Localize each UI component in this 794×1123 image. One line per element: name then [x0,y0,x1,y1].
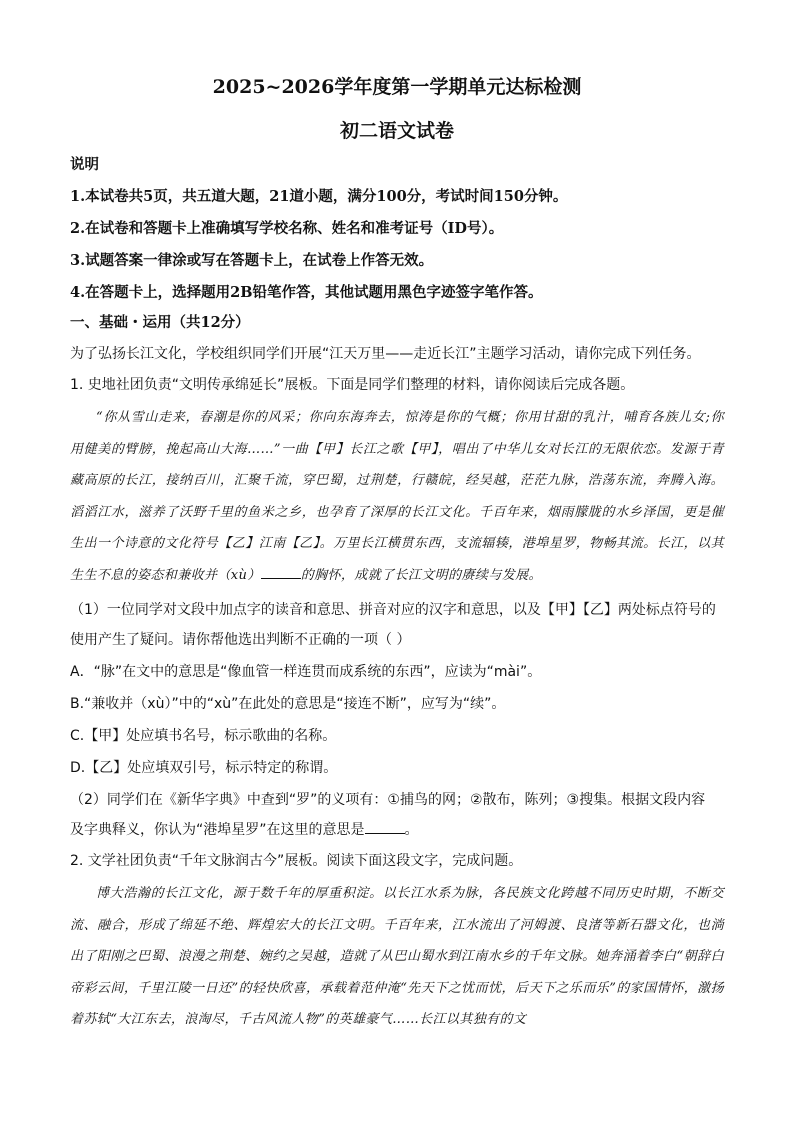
question-1-stem: 1. 史地社团负责“文明传承绵延长”展板。下面是同学们整理的材料，请你阅读后完成各题。 [70,377,635,393]
option-d: D.【乙】处应填双引号，标示特定的称谓。 [70,760,338,776]
exam-title: 2025~2026学年度第一学期单元达标检测 [212,76,582,98]
question-2-stem: 2. 文学社团负责“千年文脉润古今”展板。阅读下面这段文字，完成问题。 [70,853,523,869]
answer-blank [261,564,301,579]
question-1-passage [70,402,724,591]
subquestion-1-line-1: （1）一位同学对文段中加点字的读音和意思、拼音对应的汉字和意思，以及【甲】【乙】两处标点符号的 [70,602,716,618]
passage-a-tail: 的胸怀，成就了长江文明的赓续与发展。 [300,567,542,583]
subquestion-2-line-1: （2）同学们在《新华字典》中查到“罗”的义项有：①捕鸟的网；②散布，陈列；③搜集。根据文段内容 [70,792,706,808]
note-item-4: 4.在答题卡上，选择题用2B铅笔作答，其他试题用黑色字迹签字笔作答。 [70,284,543,301]
subquestion-2-text: 及字典释义，你认为“港埠星罗”在这里的意思是 [70,822,365,838]
question-2-passage: 博大浩瀚的长江文化，源于数千年的厚重积淀。以长江水系为脉，各民族文化跨越不同历史时期，不断交流、融合，形成了绵延不绝、辉煌宏大的长江文明。千百年来，江水流出了河姆渡、良渚等新石器文化，也淌出了阳刚之巴蜀、浪漫之荆楚、婉约之吴越，造就了从巴山蜀水到江南水乡的千年文脉。她奔涌着李白“朝辞白帝彩云间，千里江陵一日还”的轻快欣喜，承载着范仲淹“先天下之忧而忧，后天下之乐而乐”的家国情怀，激扬着苏轼“大江东去，浪淘尽，千古风流人物”的英雄豪气……长江以其独有的文 [70,886,724,1027]
option-b: B.“兼收并（xù）”中的“xù”在此处的意思是“接连不断”，应写为“续”。 [70,696,506,712]
subquestion-2-line-2 [70,819,724,841]
note-item-2: 2.在试卷和答题卡上准确填写学校名称、姓名和准考证号（ID号）。 [70,220,504,237]
option-a: A．“脉”在文中的意思是“像血管一样连贯而成系统的东西”，应读为“mài”。 [70,664,542,680]
section-intro: 为了弘扬长江文化，学校组织同学们开展“江天万里——走近长江”主题学习活动，请你完成下列任务。 [70,346,701,362]
option-c: C.【甲】处应填书名号，标示歌曲的名称。 [70,728,337,744]
note-item-3: 3.试题答案一律涂或写在答题卡上，在试卷上作答无效。 [70,252,434,269]
notes-heading: 说明 [70,156,99,173]
subquestion-1-line-2: 使用产生了疑问。请你帮他选出判断不正确的一项（ ） [70,632,411,648]
answer-blank-2 [365,819,405,834]
note-item-1: 1.本试卷共5页，共五道大题，21道小题，满分100分，考试时间150分钟。 [70,188,568,205]
section-heading: 一、基础・运用（共12分） [70,314,250,331]
passage-a-text: “你从雪山走来，春潮是你的风采；你向东海奔去，惊涛是你的气概；你用甘甜的乳汁，哺育各族儿女;你用健美的臂膀，挽起高山大海……”一曲【甲】长江之歌【甲】，唱出了中华儿女对长江的无限依恋。发源于青藏高原的长江，接纳百川，汇聚千流，穿巴蜀，过荆楚，行赣皖，经吴越，茫茫九脉，浩荡东流，奔腾入海。滔滔江水，滋养了沃野千里的鱼米之乡，也孕育了深厚的长江文化。千百年来，烟雨朦胧的水乡泽国，更是催生出一个诗意的文化符号【乙】江南【乙】。万里长江横贯东西，支流辐辏，港埠星罗，物畅其流。长江，以其生生不息的姿态和兼收并（xù） [70,410,724,583]
exam-subtitle: 初二语文试卷 [339,120,454,142]
subquestion-2-tail: 。 [404,822,419,838]
